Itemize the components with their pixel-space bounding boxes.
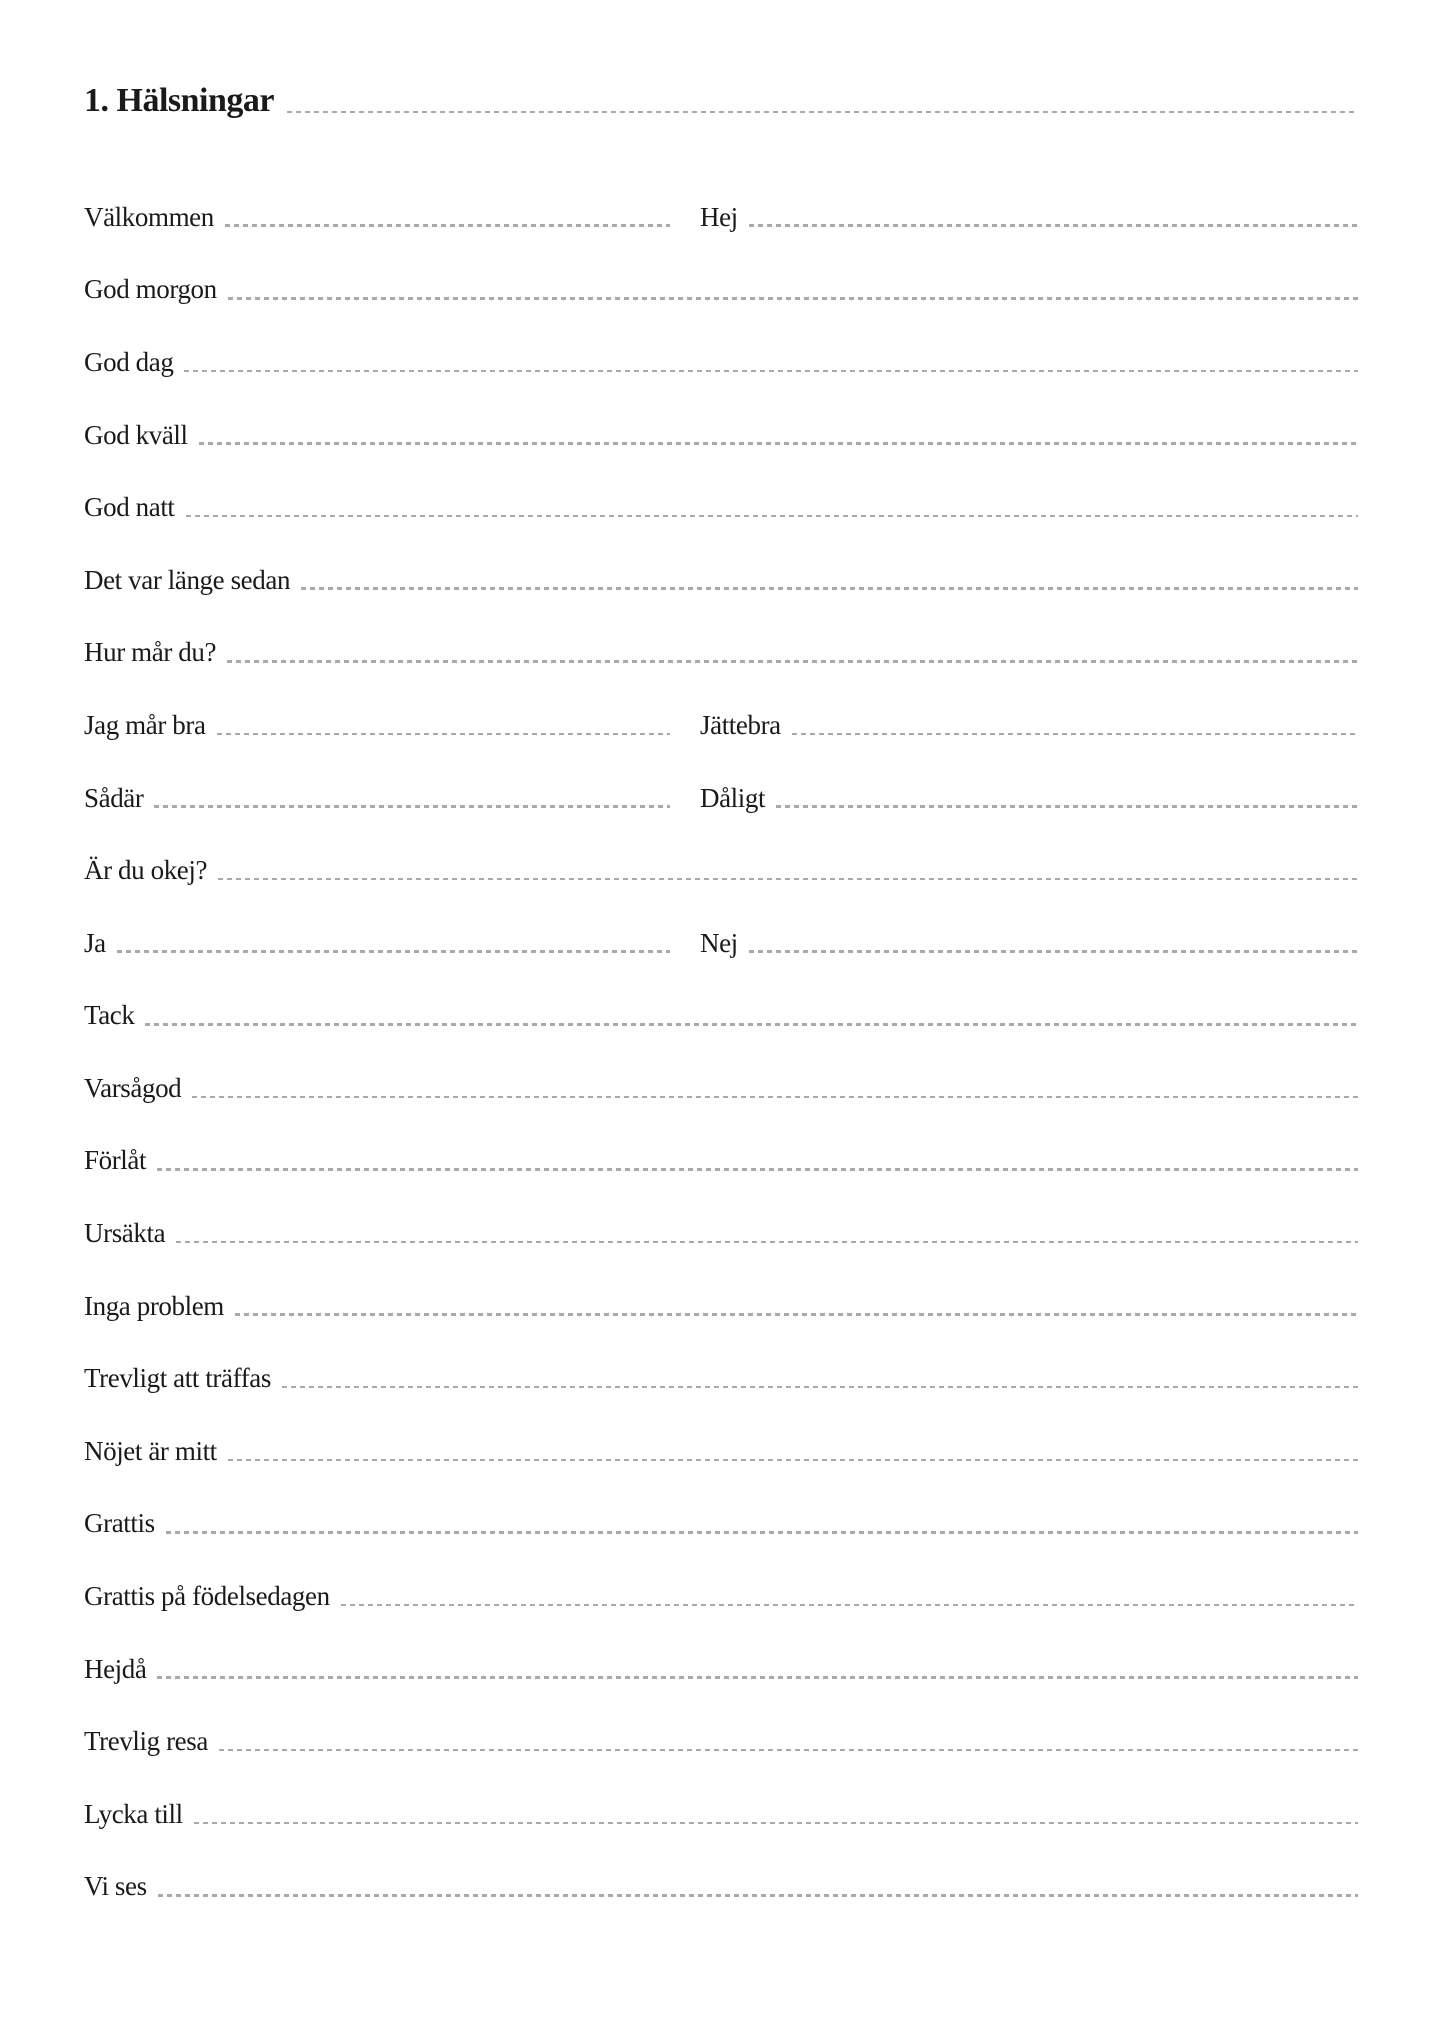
vocab-cell xyxy=(84,420,1358,450)
term-label: Lycka till xyxy=(84,1798,183,1829)
answer-blank-line xyxy=(166,1531,1358,1534)
vocab-row xyxy=(84,1393,1358,1466)
vocab-cell xyxy=(84,1363,1358,1393)
vocab-cell xyxy=(84,1436,1358,1466)
vocab-row xyxy=(84,1684,1358,1757)
vocab-row xyxy=(84,450,1358,523)
answer-blank-line xyxy=(227,660,1358,663)
section-header xyxy=(0,0,1445,119)
vocab-cell xyxy=(700,783,1358,813)
page-title: 1. Hälsningar xyxy=(84,82,274,119)
vocab-cell xyxy=(84,1799,1358,1829)
term-label: Hej xyxy=(700,201,738,232)
answer-blank-line xyxy=(225,224,670,227)
vocab-row xyxy=(84,1321,1358,1394)
term-label: God natt xyxy=(84,492,175,523)
vocab-cell xyxy=(84,1218,1358,1248)
vocab-cell xyxy=(84,1291,1358,1321)
vocab-cell xyxy=(84,1581,1358,1611)
answer-blank-line xyxy=(117,950,670,953)
term-label: Trevlig resa xyxy=(84,1726,208,1757)
vocab-row xyxy=(84,668,1358,741)
term-label: Ursäkta xyxy=(84,1218,166,1249)
answer-blank-line xyxy=(186,515,1358,518)
term-label: Det var länge sedan xyxy=(84,564,291,595)
answer-blank-line xyxy=(176,1241,1358,1244)
answer-blank-line xyxy=(792,733,1358,736)
vocab-cell xyxy=(84,347,1358,377)
term-label: Vi ses xyxy=(84,1871,147,1902)
term-label: Jag mår bra xyxy=(84,709,206,740)
vocab-cell xyxy=(84,928,670,958)
answer-blank-line xyxy=(157,1676,1358,1679)
vocab-row xyxy=(84,1611,1358,1684)
vocab-row xyxy=(84,1031,1358,1104)
answer-blank-line xyxy=(145,1023,1358,1026)
vocab-row xyxy=(84,1103,1358,1176)
vocab-row xyxy=(84,958,1358,1031)
answer-blank-line xyxy=(184,370,1358,373)
term-label: Varsågod xyxy=(84,1072,182,1103)
vocab-cell xyxy=(84,855,1358,885)
answer-blank-line xyxy=(199,442,1358,445)
vocab-cell xyxy=(84,1000,1358,1030)
term-label: Trevligt att träffas xyxy=(84,1363,271,1394)
term-label: Ja xyxy=(84,927,106,958)
vocab-cell xyxy=(84,710,670,740)
answer-blank-line xyxy=(218,878,1358,881)
term-label: God dag xyxy=(84,346,174,377)
vocab-row xyxy=(84,1176,1358,1249)
answer-blank-line xyxy=(776,805,1358,808)
term-label: Sådär xyxy=(84,782,144,813)
term-label: Hur mår du? xyxy=(84,637,217,668)
vocab-row xyxy=(84,1539,1358,1612)
answer-blank-line xyxy=(217,733,670,736)
term-label: Är du okej? xyxy=(84,855,208,886)
vocab-row xyxy=(84,232,1358,305)
answer-blank-line xyxy=(228,297,1358,300)
vocab-cell xyxy=(700,928,1358,958)
vocab-cell xyxy=(700,202,1358,232)
vocab-row xyxy=(84,1248,1358,1321)
vocab-row xyxy=(84,1756,1358,1829)
answer-blank-line xyxy=(219,1749,1358,1752)
term-label: God morgon xyxy=(84,274,217,305)
term-label: Inga problem xyxy=(84,1290,224,1321)
vocab-row xyxy=(84,595,1358,668)
vocab-row xyxy=(84,813,1358,886)
term-label: Jättebra xyxy=(700,709,781,740)
term-label: Grattis xyxy=(84,1508,155,1539)
answer-blank-line xyxy=(194,1822,1358,1825)
title-dotted-line xyxy=(287,111,1358,114)
vocab-cell xyxy=(84,1726,1358,1756)
answer-blank-line xyxy=(192,1096,1358,1099)
answer-blank-line xyxy=(341,1604,1358,1607)
term-label: Hejdå xyxy=(84,1653,147,1684)
term-label: Förlåt xyxy=(84,1145,147,1176)
answer-blank-line xyxy=(158,1894,1358,1897)
vocab-cell xyxy=(84,1508,1358,1538)
answer-blank-line xyxy=(749,950,1358,953)
vocab-list xyxy=(0,159,1445,1901)
vocab-row xyxy=(84,885,1358,958)
vocab-row xyxy=(84,159,1358,232)
term-label: Nej xyxy=(700,927,738,958)
answer-blank-line xyxy=(301,587,1358,590)
vocab-row xyxy=(84,740,1358,813)
answer-blank-line xyxy=(228,1459,1358,1462)
term-label: Välkommen xyxy=(84,201,214,232)
vocab-cell xyxy=(84,492,1358,522)
vocab-row xyxy=(84,377,1358,450)
answer-blank-line xyxy=(235,1313,1358,1316)
vocab-cell xyxy=(84,1145,1358,1175)
vocab-cell xyxy=(84,274,1358,304)
answer-blank-line xyxy=(282,1386,1358,1389)
term-label: God kväll xyxy=(84,419,188,450)
answer-blank-line xyxy=(749,224,1358,227)
term-label: Dåligt xyxy=(700,782,766,813)
vocab-cell xyxy=(84,637,1358,667)
vocab-cell xyxy=(700,710,1358,740)
term-label: Tack xyxy=(84,1000,135,1031)
vocab-row xyxy=(84,522,1358,595)
vocab-cell xyxy=(84,1073,1358,1103)
vocab-row xyxy=(84,1466,1358,1539)
vocab-cell xyxy=(84,565,1358,595)
answer-blank-line xyxy=(154,805,670,808)
term-label: Grattis på födelsedagen xyxy=(84,1581,330,1612)
term-label: Nöjet är mitt xyxy=(84,1435,217,1466)
vocab-cell xyxy=(84,1654,1358,1684)
vocab-cell xyxy=(84,1871,1358,1901)
answer-blank-line xyxy=(157,1168,1358,1171)
vocab-row xyxy=(84,1829,1358,1902)
vocab-row xyxy=(84,305,1358,378)
vocab-cell xyxy=(84,202,670,232)
vocab-cell xyxy=(84,783,670,813)
